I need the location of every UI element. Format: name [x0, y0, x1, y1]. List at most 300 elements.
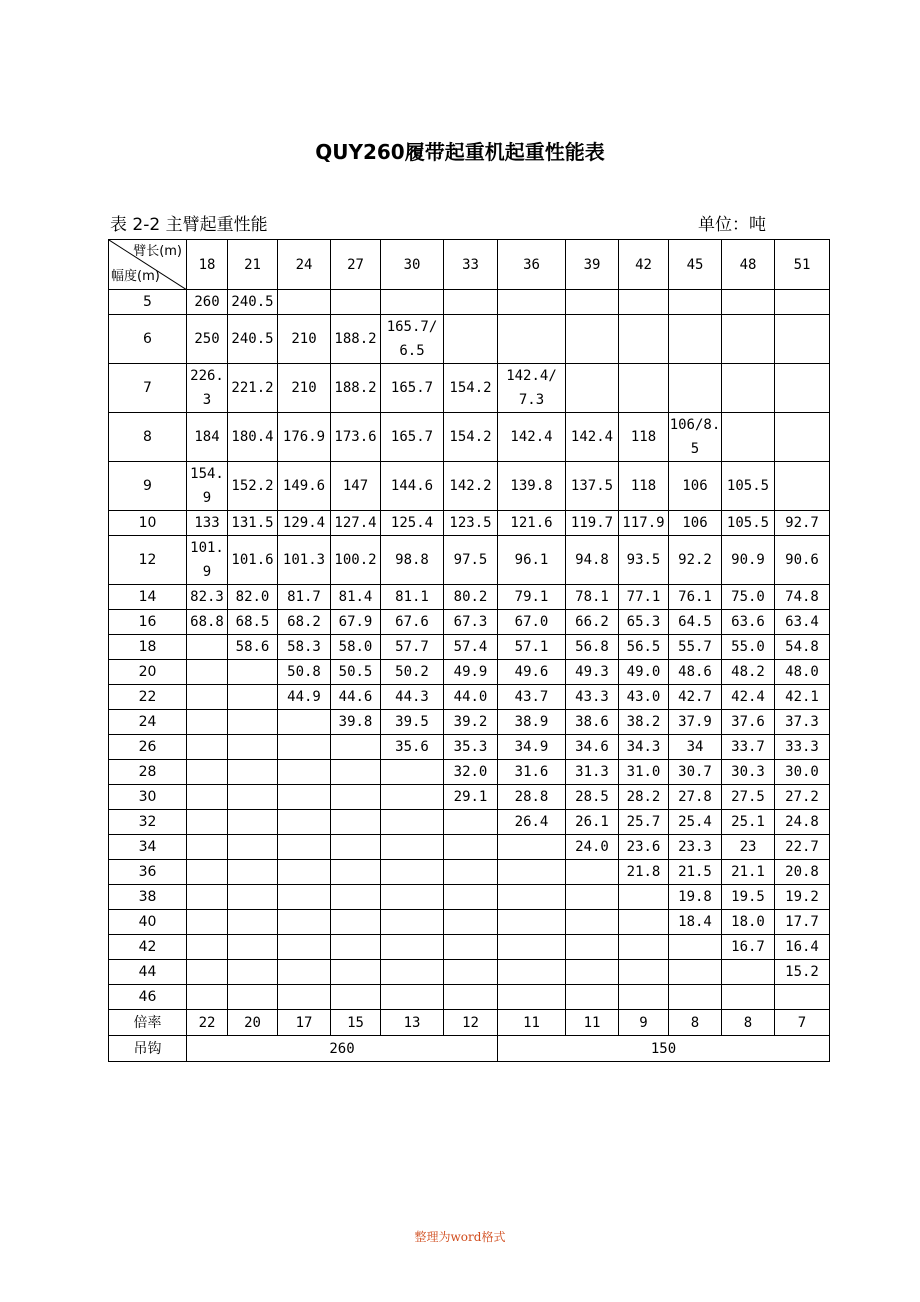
radius-cell: 32 [109, 810, 187, 835]
capacity-cell: 50.2 [381, 660, 444, 685]
capacity-cell [228, 710, 278, 735]
capacity-cell: 142.4 [566, 413, 619, 462]
ratio-cell: 22 [187, 1010, 228, 1036]
capacity-cell: 63.6 [722, 610, 775, 635]
capacity-cell: 96.1 [498, 536, 566, 585]
radius-cell: 44 [109, 960, 187, 985]
ratio-cell: 11 [566, 1010, 619, 1036]
capacity-cell: 81.4 [331, 585, 381, 610]
capacity-cell [619, 985, 669, 1010]
boom-length-header: 36 [498, 240, 566, 290]
capacity-cell: 76.1 [669, 585, 722, 610]
capacity-cell: 82.3 [187, 585, 228, 610]
capacity-cell: 147 [331, 462, 381, 511]
capacity-cell: 90.9 [722, 536, 775, 585]
capacity-cell: 43.3 [566, 685, 619, 710]
table-row [109, 290, 830, 315]
capacity-cell [278, 810, 331, 835]
capacity-cell: 75.0 [722, 585, 775, 610]
table-row [109, 760, 830, 785]
capacity-cell: 260 [187, 290, 228, 315]
capacity-cell [619, 960, 669, 985]
capacity-cell: 165.7 [381, 413, 444, 462]
capacity-cell [331, 290, 381, 315]
capacity-cell: 188.2 [331, 364, 381, 413]
capacity-cell [278, 885, 331, 910]
radius-cell: 36 [109, 860, 187, 885]
capacity-cell: 137.5 [566, 462, 619, 511]
ratio-cell: 7 [775, 1010, 830, 1036]
capacity-cell: 30.7 [669, 760, 722, 785]
capacity-cell: 81.7 [278, 585, 331, 610]
ratio-cell: 17 [278, 1010, 331, 1036]
capacity-cell [566, 290, 619, 315]
capacity-cell: 101.3 [278, 536, 331, 585]
table-row [109, 810, 830, 835]
capacity-cell [278, 960, 331, 985]
capacity-cell: 55.0 [722, 635, 775, 660]
radius-cell: 42 [109, 935, 187, 960]
capacity-cell [669, 364, 722, 413]
table-row [109, 536, 830, 585]
capacity-cell: 55.7 [669, 635, 722, 660]
load-chart-table [108, 239, 830, 1062]
capacity-cell: 31.0 [619, 760, 669, 785]
capacity-cell: 18.4 [669, 910, 722, 935]
radius-cell: 34 [109, 835, 187, 860]
radius-cell: 16 [109, 610, 187, 635]
radius-cell: 30 [109, 785, 187, 810]
capacity-cell: 30.0 [775, 760, 830, 785]
capacity-cell: 240.5 [228, 315, 278, 364]
capacity-cell [187, 760, 228, 785]
table-row [109, 985, 830, 1010]
capacity-cell [775, 413, 830, 462]
capacity-cell: 17.7 [775, 910, 830, 935]
capacity-cell: 49.3 [566, 660, 619, 685]
table-row [109, 413, 830, 462]
capacity-cell: 34.6 [566, 735, 619, 760]
boom-length-header: 42 [619, 240, 669, 290]
capacity-cell [566, 860, 619, 885]
capacity-cell [722, 290, 775, 315]
capacity-cell: 131.5 [228, 511, 278, 536]
capacity-cell [228, 660, 278, 685]
radius-cell: 28 [109, 760, 187, 785]
capacity-cell [381, 860, 444, 885]
capacity-cell: 165.7/6.5 [381, 315, 444, 364]
capacity-cell [278, 735, 331, 760]
capacity-cell [722, 364, 775, 413]
radius-cell: 26 [109, 735, 187, 760]
table-row [109, 315, 830, 364]
capacity-cell: 92.2 [669, 536, 722, 585]
capacity-cell [331, 935, 381, 960]
capacity-cell: 154.2 [444, 413, 498, 462]
capacity-cell [278, 290, 331, 315]
boom-length-header: 18 [187, 240, 228, 290]
capacity-cell [381, 935, 444, 960]
radius-cell: 8 [109, 413, 187, 462]
hook-row [109, 1036, 830, 1062]
capacity-cell: 188.2 [331, 315, 381, 364]
capacity-cell: 21.8 [619, 860, 669, 885]
capacity-cell: 129.4 [278, 511, 331, 536]
capacity-cell [187, 860, 228, 885]
boom-length-header: 33 [444, 240, 498, 290]
radius-cell: 24 [109, 710, 187, 735]
capacity-cell: 23 [722, 835, 775, 860]
footer-watermark: 整理为word格式 [414, 1230, 506, 1244]
capacity-cell: 16.4 [775, 935, 830, 960]
capacity-cell [278, 910, 331, 935]
capacity-cell [566, 364, 619, 413]
capacity-cell [381, 810, 444, 835]
table-row [109, 710, 830, 735]
capacity-cell: 42.4 [722, 685, 775, 710]
capacity-cell [331, 835, 381, 860]
table-row [109, 910, 830, 935]
capacity-cell [444, 885, 498, 910]
table-row [109, 860, 830, 885]
capacity-cell: 142.4/7.3 [498, 364, 566, 413]
capacity-cell [619, 364, 669, 413]
capacity-cell: 105.5 [722, 462, 775, 511]
capacity-cell [619, 315, 669, 364]
capacity-cell: 16.7 [722, 935, 775, 960]
capacity-cell [775, 315, 830, 364]
capacity-cell [498, 910, 566, 935]
radius-cell: 22 [109, 685, 187, 710]
capacity-cell [381, 785, 444, 810]
capacity-cell [619, 885, 669, 910]
radius-cell: 6 [109, 315, 187, 364]
boom-length-header: 27 [331, 240, 381, 290]
capacity-cell [498, 935, 566, 960]
capacity-cell: 50.5 [331, 660, 381, 685]
capacity-cell [187, 785, 228, 810]
capacity-cell [331, 785, 381, 810]
capacity-cell: 240.5 [228, 290, 278, 315]
capacity-cell: 93.5 [619, 536, 669, 585]
capacity-cell [331, 810, 381, 835]
capacity-cell [444, 985, 498, 1010]
capacity-cell: 35.3 [444, 735, 498, 760]
capacity-cell: 27.8 [669, 785, 722, 810]
capacity-cell [228, 960, 278, 985]
table-row [109, 735, 830, 760]
capacity-cell: 19.2 [775, 885, 830, 910]
capacity-cell [187, 710, 228, 735]
capacity-cell [381, 835, 444, 860]
capacity-cell [498, 835, 566, 860]
hook-label: 吊钩 [109, 1036, 187, 1062]
radius-cell: 40 [109, 910, 187, 935]
capacity-cell [278, 935, 331, 960]
capacity-cell: 49.9 [444, 660, 498, 685]
capacity-cell: 64.5 [669, 610, 722, 635]
ratio-cell: 15 [331, 1010, 381, 1036]
radius-cell: 14 [109, 585, 187, 610]
capacity-cell [566, 960, 619, 985]
capacity-cell [187, 935, 228, 960]
boom-length-header: 39 [566, 240, 619, 290]
capacity-cell: 98.8 [381, 536, 444, 585]
capacity-cell: 23.6 [619, 835, 669, 860]
capacity-cell [444, 860, 498, 885]
capacity-cell: 67.6 [381, 610, 444, 635]
capacity-cell [381, 290, 444, 315]
capacity-cell: 28.5 [566, 785, 619, 810]
capacity-cell: 106 [669, 462, 722, 511]
capacity-cell [444, 810, 498, 835]
capacity-cell: 144.6 [381, 462, 444, 511]
capacity-cell: 154.9 [187, 462, 228, 511]
capacity-cell [187, 685, 228, 710]
capacity-cell [187, 635, 228, 660]
table-row [109, 511, 830, 536]
capacity-cell: 210 [278, 315, 331, 364]
ratio-label: 倍率 [109, 1010, 187, 1036]
capacity-cell [278, 710, 331, 735]
capacity-cell [331, 735, 381, 760]
capacity-cell [619, 910, 669, 935]
capacity-cell [278, 860, 331, 885]
capacity-cell: 44.9 [278, 685, 331, 710]
capacity-cell: 106 [669, 511, 722, 536]
ratio-cell: 9 [619, 1010, 669, 1036]
capacity-cell [669, 290, 722, 315]
capacity-cell [331, 960, 381, 985]
ratio-cell: 8 [722, 1010, 775, 1036]
capacity-cell: 68.8 [187, 610, 228, 635]
capacity-cell: 28.8 [498, 785, 566, 810]
capacity-cell: 94.8 [566, 536, 619, 585]
boom-length-header: 21 [228, 240, 278, 290]
capacity-cell [498, 860, 566, 885]
capacity-cell [619, 935, 669, 960]
capacity-cell [187, 885, 228, 910]
table-row [109, 885, 830, 910]
capacity-cell [228, 885, 278, 910]
boom-length-header: 30 [381, 240, 444, 290]
capacity-cell: 23.3 [669, 835, 722, 860]
capacity-cell: 19.8 [669, 885, 722, 910]
capacity-cell: 118 [619, 413, 669, 462]
capacity-cell [331, 860, 381, 885]
capacity-cell [228, 810, 278, 835]
capacity-cell: 210 [278, 364, 331, 413]
capacity-cell [444, 960, 498, 985]
capacity-cell [278, 785, 331, 810]
table-caption: 表 2-2 主臂起重性能 [110, 215, 268, 235]
capacity-cell: 44.3 [381, 685, 444, 710]
capacity-cell: 24.8 [775, 810, 830, 835]
capacity-cell [566, 315, 619, 364]
radius-cell: 5 [109, 290, 187, 315]
capacity-cell: 106/8.5 [669, 413, 722, 462]
capacity-cell [187, 985, 228, 1010]
capacity-cell: 26.1 [566, 810, 619, 835]
capacity-cell: 49.0 [619, 660, 669, 685]
capacity-cell: 184 [187, 413, 228, 462]
capacity-cell [187, 660, 228, 685]
boom-length-header: 51 [775, 240, 830, 290]
capacity-cell [331, 910, 381, 935]
capacity-cell: 39.8 [331, 710, 381, 735]
capacity-cell [566, 910, 619, 935]
capacity-cell [381, 960, 444, 985]
capacity-cell: 105.5 [722, 511, 775, 536]
capacity-cell [498, 885, 566, 910]
capacity-cell: 15.2 [775, 960, 830, 985]
capacity-cell: 68.5 [228, 610, 278, 635]
capacity-cell [381, 985, 444, 1010]
capacity-cell: 57.1 [498, 635, 566, 660]
capacity-cell: 43.7 [498, 685, 566, 710]
capacity-cell: 33.3 [775, 735, 830, 760]
ratio-row [109, 1010, 830, 1036]
table-row [109, 585, 830, 610]
capacity-cell: 142.4 [498, 413, 566, 462]
capacity-cell [498, 960, 566, 985]
capacity-cell: 139.8 [498, 462, 566, 511]
capacity-cell: 58.6 [228, 635, 278, 660]
capacity-cell: 32.0 [444, 760, 498, 785]
capacity-cell: 30.3 [722, 760, 775, 785]
capacity-cell: 31.3 [566, 760, 619, 785]
radius-cell: 10 [109, 511, 187, 536]
capacity-cell: 121.6 [498, 511, 566, 536]
capacity-cell [566, 935, 619, 960]
capacity-cell: 58.0 [331, 635, 381, 660]
capacity-cell [444, 290, 498, 315]
boom-length-header: 45 [669, 240, 722, 290]
capacity-cell [722, 315, 775, 364]
capacity-cell [228, 785, 278, 810]
capacity-cell: 97.5 [444, 536, 498, 585]
capacity-cell: 20.8 [775, 860, 830, 885]
capacity-cell: 77.1 [619, 585, 669, 610]
capacity-cell: 57.4 [444, 635, 498, 660]
capacity-cell [669, 315, 722, 364]
radius-cell: 18 [109, 635, 187, 660]
table-row [109, 660, 830, 685]
capacity-cell: 226.3 [187, 364, 228, 413]
capacity-cell: 78.1 [566, 585, 619, 610]
capacity-cell: 90.6 [775, 536, 830, 585]
capacity-cell [498, 315, 566, 364]
capacity-cell [278, 985, 331, 1010]
capacity-cell [228, 910, 278, 935]
ratio-cell: 11 [498, 1010, 566, 1036]
capacity-cell: 154.2 [444, 364, 498, 413]
capacity-cell: 173.6 [331, 413, 381, 462]
capacity-cell: 63.4 [775, 610, 830, 635]
capacity-cell [722, 960, 775, 985]
capacity-cell: 92.7 [775, 511, 830, 536]
capacity-cell [722, 413, 775, 462]
capacity-cell [669, 960, 722, 985]
capacity-cell: 37.3 [775, 710, 830, 735]
capacity-cell: 28.2 [619, 785, 669, 810]
capacity-cell [619, 290, 669, 315]
capacity-cell: 25.4 [669, 810, 722, 835]
capacity-cell: 80.2 [444, 585, 498, 610]
capacity-cell: 221.2 [228, 364, 278, 413]
capacity-cell: 67.0 [498, 610, 566, 635]
capacity-cell [278, 835, 331, 860]
capacity-cell: 81.1 [381, 585, 444, 610]
capacity-cell: 65.3 [619, 610, 669, 635]
table-row [109, 635, 830, 660]
ratio-cell: 13 [381, 1010, 444, 1036]
capacity-cell [444, 835, 498, 860]
capacity-cell: 21.5 [669, 860, 722, 885]
capacity-cell: 127.4 [331, 511, 381, 536]
capacity-cell [722, 985, 775, 1010]
table-row [109, 685, 830, 710]
capacity-cell: 44.6 [331, 685, 381, 710]
capacity-cell: 35.6 [381, 735, 444, 760]
capacity-cell [669, 985, 722, 1010]
capacity-cell: 149.6 [278, 462, 331, 511]
capacity-cell: 117.9 [619, 511, 669, 536]
capacity-cell: 123.5 [444, 511, 498, 536]
capacity-cell [775, 364, 830, 413]
hook-cell: 260 [187, 1036, 498, 1062]
capacity-cell: 100.2 [331, 536, 381, 585]
capacity-cell [228, 760, 278, 785]
capacity-cell [381, 910, 444, 935]
capacity-cell: 43.0 [619, 685, 669, 710]
capacity-cell: 68.2 [278, 610, 331, 635]
capacity-cell: 142.2 [444, 462, 498, 511]
capacity-cell: 37.9 [669, 710, 722, 735]
boom-length-header: 48 [722, 240, 775, 290]
capacity-cell [444, 315, 498, 364]
capacity-cell [444, 910, 498, 935]
radius-cell: 12 [109, 536, 187, 585]
capacity-cell: 152.2 [228, 462, 278, 511]
capacity-cell [278, 760, 331, 785]
capacity-cell [566, 985, 619, 1010]
capacity-cell: 119.7 [566, 511, 619, 536]
capacity-cell [775, 290, 830, 315]
capacity-cell: 34 [669, 735, 722, 760]
capacity-cell: 24.0 [566, 835, 619, 860]
boom-length-header: 24 [278, 240, 331, 290]
radius-cell: 46 [109, 985, 187, 1010]
table-row [109, 610, 830, 635]
table-row [109, 835, 830, 860]
radius-cell: 20 [109, 660, 187, 685]
capacity-cell: 18.0 [722, 910, 775, 935]
capacity-cell: 25.1 [722, 810, 775, 835]
capacity-cell: 49.6 [498, 660, 566, 685]
capacity-cell: 25.7 [619, 810, 669, 835]
capacity-cell: 44.0 [444, 685, 498, 710]
capacity-cell: 42.1 [775, 685, 830, 710]
capacity-cell: 67.3 [444, 610, 498, 635]
capacity-cell: 29.1 [444, 785, 498, 810]
capacity-cell [498, 290, 566, 315]
capacity-cell [775, 462, 830, 511]
capacity-cell [331, 985, 381, 1010]
capacity-cell [187, 810, 228, 835]
capacity-cell: 58.3 [278, 635, 331, 660]
capacity-cell: 56.8 [566, 635, 619, 660]
